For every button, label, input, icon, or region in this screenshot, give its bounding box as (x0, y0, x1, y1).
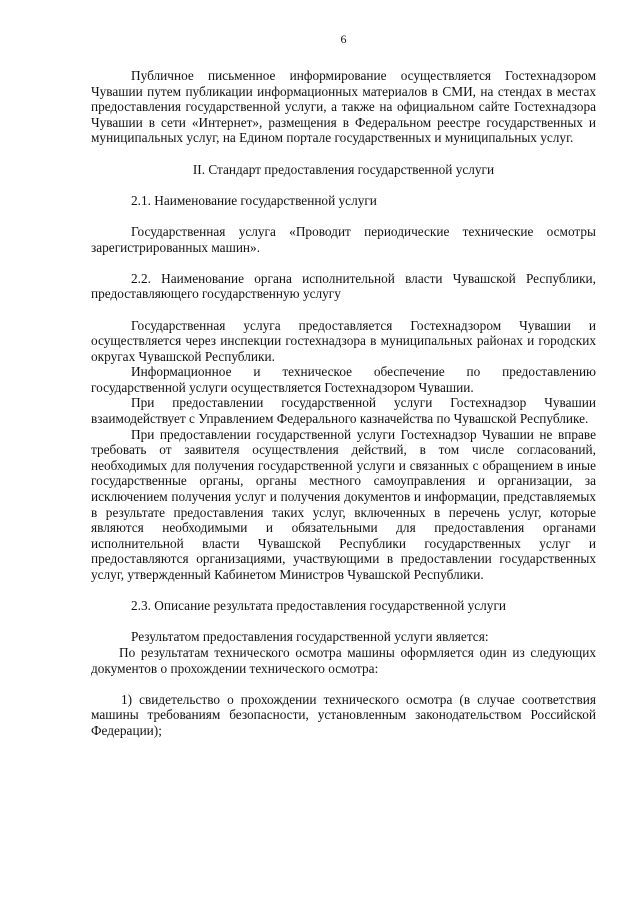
paragraph-info-support: Информационное и техническое обеспечение по предоставлению государственной услуги осуществляется Гостехнадзором Чувашии. (91, 364, 596, 395)
list-item-certificate: 1) свидетельство о прохождении технического осмотра (в случае соответствия машины требованиям безопасности, установленным законодательством Российской Федерации); (91, 691, 596, 738)
subsection-heading-2-1: 2.1. Наименование государственной услуги (131, 192, 377, 208)
paragraph-provider: Государственная услуга предоставляется Гостехнадзором Чувашии и осуществляется через инспекции гостехнадзора в муниципальных районах и городских округах Чувашской Республики. (91, 317, 596, 364)
paragraph-service-name: Государственная услуга «Проводит периодические технические осмотры зарегистрированных машин». (91, 223, 596, 255)
subsection-heading-2-3: 2.3. Описание результата предоставления государственной услуги (131, 598, 507, 614)
page-number: 6 (340, 32, 347, 46)
paragraph-public-informing: Публичное письменное информирование осуществляется Гостехнадзором Чувашии путем публикации информационных материалов в СМИ, на стендах в местах предоставления государственной услуги, а также на официальном сайте Гостехнадзора Чувашии в сети «Интернет», размещения в Федеральном реестре государственных и муниципальных услуг, на Едином портале государственных и муниципальных услуг. (91, 68, 596, 146)
subsection-heading-2-2: 2.2. Наименование органа исполнительной власти Чувашской Республики, предоставляющего государственную услугу (91, 270, 596, 302)
paragraph-interaction: При предоставлении государственной услуги Гостехнадзор Чувашии взаимодействует с Управлением Федерального казначейства по Чувашской Республике. (91, 395, 596, 427)
section-heading: II. Стандарт предоставления государственной услуги (192, 161, 495, 177)
paragraph-result-documents: По результатам технического осмотра машины оформляется один из следующих документов о прохождении технического осмотра: (91, 644, 596, 676)
paragraph-prohibition: При предоставлении государственной услуги Гостехнадзор Чувашии не вправе требовать от заявителя осуществления действий, в том числе согласований, необходимых для получения государственной услуги и связанных с обращением в иные государственные органы, органы местного самоуправления и организации, за исключением получения услуг и получения документов и информации, представляемых в результате предоставления таких услуг, включенных в перечень услуг, которые являются необходимыми и обязательными для предоставления органами исполнительной власти Чувашской Республики государственных услуг и предоставляются организациями, участвующими в предоставлении государственных услуг, утвержденный Кабинетом Министров Чувашской Республики. (91, 426, 596, 582)
paragraph-result-intro: Результатом предоставления государственной услуги является: (131, 629, 489, 645)
